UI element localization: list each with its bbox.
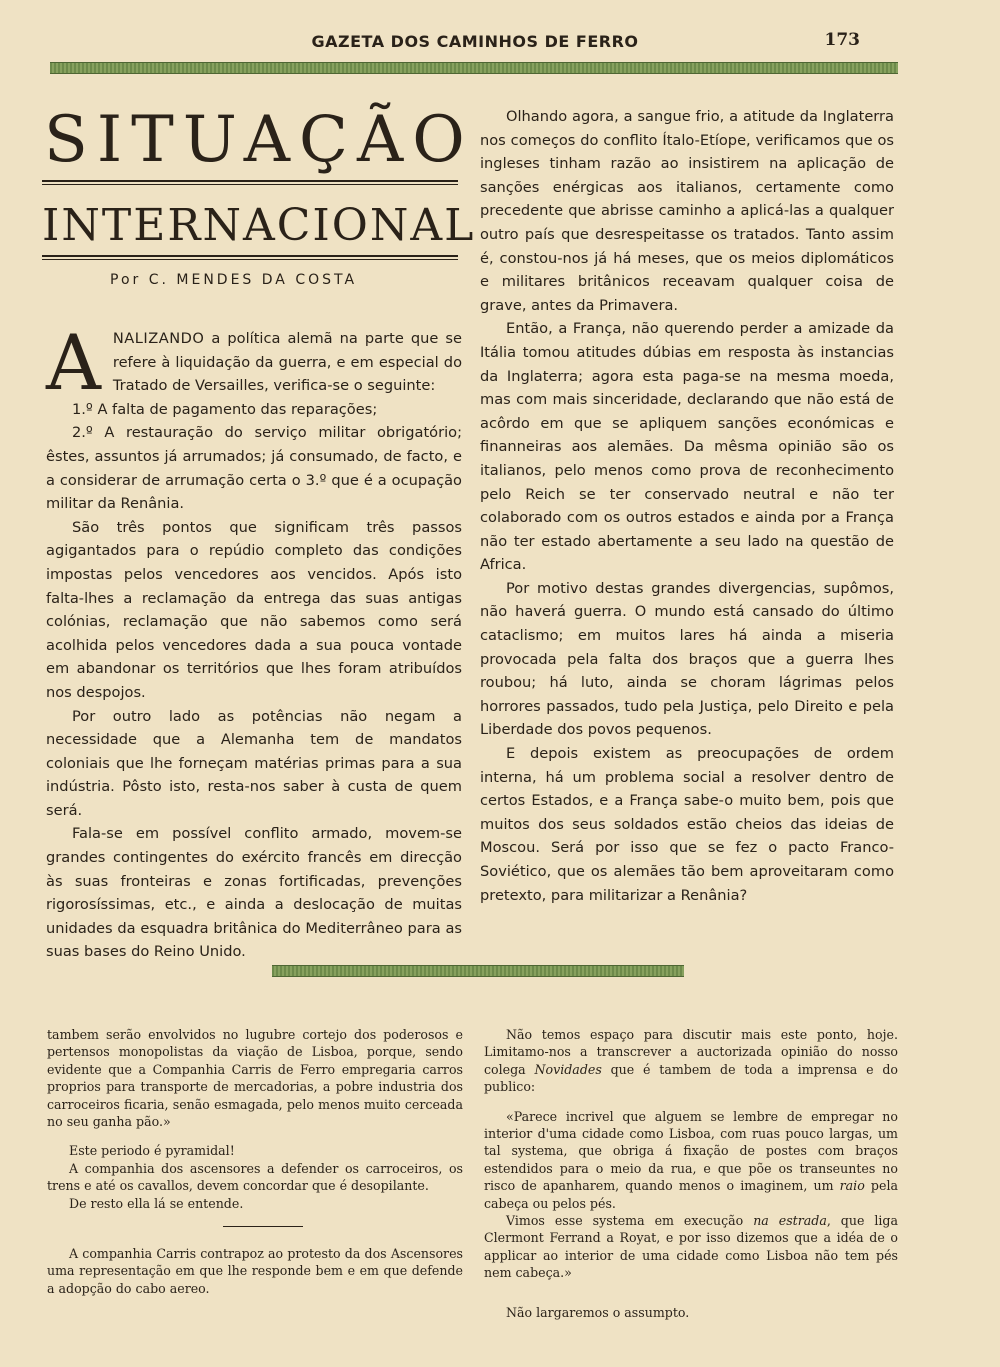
title-line-2: INTERNACIONAL	[42, 200, 476, 251]
quote-text: «Parece incrivel que alguem se lembre de empregar no interior d'uma cidade como Lisboa, com ruas pouco largas, um tal systema, que obriga á fixação de postes com braços estendidos para o meio da rua, e que põe os transeuntes no risco de apanharem, quando menos o imaginem, um	[484, 1108, 898, 1194]
quoted-paragraph	[484, 1212, 898, 1282]
paragraph: Fala-se em possível conflito armado, movem-se grandes contingentes do exército francês em direcção às suas fronteiras e zonas fortificadas, prevenções rigorosíssimas, etc., e ainda a deslocação de muitas unidades da esquadra britânica do Mediterrâneo para as suas bases do Reino Unido.	[46, 825, 462, 961]
paragraph: Então, a França, não querendo perder a amizade da Itália tomou atitudes dúbias em resposta às instancias da Inglaterra; agora esta paga-se na mesma moeda, mas com mais sinceridade, declarando que não está de acôrdo em que se apliquem sanções económicas e finanneiras aos alemães. Da mêsma opinião são os italianos, pelo menos como prova de reconhecimento pelo Reich se ter conservado neutral e não ter colaborado com os outros estados e ainda por a França não ter estado abertamente a seu lado na questão de Africa.	[480, 320, 894, 574]
journal-title: GAZETA DOS CAMINHOS DE FERRO	[311, 32, 639, 51]
title-underline	[42, 255, 458, 260]
header-rule	[50, 62, 898, 74]
quoted-paragraph	[484, 1108, 898, 1212]
quote-text: , que liga Clermont Ferrand a Royat, e por isso dizemos que a idéa de o applicar ao interior de uma cidade como Lisboa não tem pés nem cabeça.»	[484, 1213, 898, 1281]
lead-text: a política alemã na parte que se refere à liquidação da guerra, e em especial do Tratado de Versailles, verifica-se o seguinte:	[112, 330, 462, 395]
signoff: Não largaremos o assumpto.	[506, 1304, 690, 1320]
reprint-paragraph: A companhia dos ascensores a defender os carroceiros, os trens e até os cavallos, devem concordar que é desopilante.	[47, 1160, 463, 1194]
reprint-intro-text: que é tambem de toda a imprensa e do publico:	[484, 1061, 898, 1095]
article-column-left	[46, 318, 462, 964]
paragraph: 2.º A restauração do serviço militar obrigatório; êstes, assuntos já arrumados; já consumado, de facto, e a considerar de arrumação certa o 3.º que é a ocupação militar da Renânia.	[46, 424, 462, 513]
paragraph: E depois existem as preocupações de ordem interna, há um problema social a resolver dentro de certos Estados, e a França sabe-o muito bem, pois que muitos dos seus soldados estão cheios das ideias de Moscou. Será por isso que se fez o pacto Franco-Soviético, que os alemães tão bem aproveitaram como pretexto, para militarizar a Renânia?	[480, 745, 894, 904]
reprint-intro-text: Não temos espaço para discutir mais este ponto, hoje. Limitamo-nos a transcrever a auctorizada opinião do nosso colega	[484, 1027, 898, 1077]
newspaper-name: Novidades	[534, 1061, 602, 1077]
lead-paragraph	[46, 318, 462, 407]
reprint-paragraph: A companhia Carris contrapoz ao protesto da dos Ascensores uma representação em que lhe responde bem e em que defende a adopção do cabo aereo.	[47, 1246, 463, 1296]
reprint-paragraph: tambem serão envolvidos no lugubre cortejo dos poderosos e pertensos monopolistas da viação de Lisboa, porque, sendo evidente que a Companhia Carris de Ferro empregaria carros proprios para transporte de mercadorias, a pobre industria dos carroceiros ficaria, senão esmagada, pelo menos muito cerceada no seu ganha pão.»	[47, 1027, 463, 1130]
title-line-1: SITUAÇÃO	[44, 103, 474, 177]
article-title	[42, 100, 476, 260]
reprint-column-right	[484, 1026, 898, 1321]
paragraph: Olhando agora, a sangue frio, a atitude da Inglaterra nos começos do conflito Ítalo-Etíope, verificamos que os ingleses tinham razão ao insistirem na aplicação de sanções enérgicas aos italianos, certamente como precedente que abrisse caminho a aplicá-las a qualquer outro país que desrespeitasse os tratados. Tanto assim é, constou-nos já há meses, que os meios diplomáticos e militares britânicos receavam qualquer coisa de grave, antes da Primavera.	[480, 108, 894, 314]
quote-italic: na estrada	[753, 1213, 827, 1229]
paragraph: Por outro lado as potências não negam a necessidade que a Alemanha tem de mandatos coloniais que lhe forneçam matérias primas para a sua indústria. Pôsto isto, resta-nos saber à custa de quem será.	[46, 707, 462, 819]
quote-italic: raio	[839, 1178, 865, 1194]
lead-word: NALIZANDO	[112, 330, 205, 347]
reprint-paragraph: De resto ella lá se entende.	[69, 1195, 244, 1211]
article-column-right	[480, 105, 894, 907]
page-number: 173	[824, 30, 860, 50]
paragraph: São três pontos que significam três passos agigantados para o repúdio completo das condições impostas pelos vencedores aos vencidos. Após isto falta-lhes a reclamação da entrega das suas antigas colónias, reclamação que não sabemos como será acolhida pelos vencedores dada a sua pouca vontade em abandonar os territórios que lhes foram atribuídos nos despojos.	[46, 518, 462, 701]
section-divider-rule	[272, 965, 684, 977]
reprint-column-left	[47, 1026, 463, 1297]
paragraph: Por motivo destas grandes divergencias, supômos, não haverá guerra. O mundo está cansado do último cataclismo; em muitos lares há ainda a miseria provocada pela falta dos braços que a guerra lhes roubou; há luto, ainda se choram lágrimas pelos horrores passados, tudo pela Justiça, pelo Direito e pela Liberdade dos povos pequenos.	[480, 579, 894, 739]
drop-cap: A	[46, 318, 101, 407]
paragraph: 1.º A falta de pagamento das reparações;	[72, 400, 378, 418]
reprint-paragraph: Este periodo é pyramidal!	[69, 1143, 235, 1159]
title-underline	[42, 180, 458, 185]
quote-text: Vimos esse systema em execução	[506, 1213, 754, 1229]
quote-text: pela cabeça ou pelos pés.	[484, 1178, 898, 1211]
short-divider	[223, 1226, 303, 1227]
running-header	[50, 28, 900, 56]
reprint-intro	[484, 1026, 898, 1096]
byline: Por C. MENDES DA COSTA	[110, 272, 358, 288]
